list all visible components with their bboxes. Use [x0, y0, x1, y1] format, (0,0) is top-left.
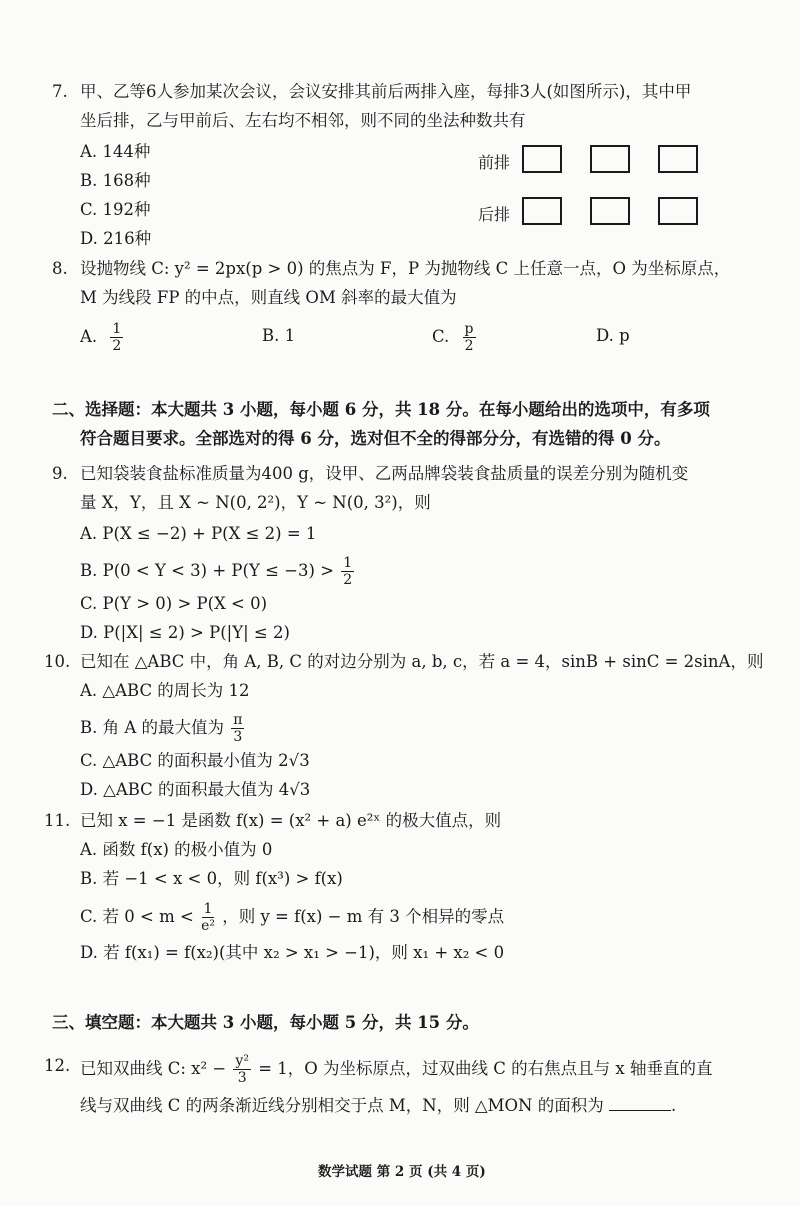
q9-option-b-numerator: 1 [343, 555, 353, 571]
q10-number: 10. [44, 652, 71, 671]
q12-denominator: 3 [237, 1070, 247, 1086]
q8-option-c-label: C. [432, 327, 450, 346]
q9-option-b-fraction [341, 556, 354, 587]
q9-stem-line1: 已知袋装食盐标准质量为400 g，设甲、乙两品牌袋装食盐质量的误差分别为随机变 [80, 464, 689, 483]
q7-number: 7. [52, 82, 68, 101]
q7-option-b: B. 168种 [80, 171, 151, 190]
q11-option-c-post: ，则 y = f(x) − m 有 3 个相异的零点 [222, 907, 505, 926]
q8-option-a-label: A. [80, 327, 98, 346]
q7-stem-line2: 坐后排，乙与甲前后、左右均不相邻，则不同的坐法种数共有 [80, 111, 526, 130]
q12-answer-blank[interactable] [609, 1092, 671, 1111]
q10-option-b-numerator: π [233, 712, 243, 728]
front-seat-1 [522, 145, 562, 173]
q9-option-a: A. P(X ≤ −2) + P(X ≤ 2) = 1 [80, 524, 317, 543]
q8-option-c-fraction [463, 322, 476, 353]
q10-option-b-fraction [231, 713, 244, 744]
q8-option-c [432, 322, 478, 353]
q8-stem-line2: M 为线段 FP 的中点，则直线 OM 斜率的最大值为 [80, 288, 457, 307]
q8-option-c-denominator: 2 [464, 338, 474, 354]
section3-heading: 三、填空题：本大题共 3 小题，每小题 5 分，共 15 分。 [52, 1013, 479, 1032]
q11-option-c-numerator: 1 [203, 901, 213, 917]
q12-numerator: y² [235, 1053, 249, 1069]
q9-option-b-denominator: 2 [343, 572, 353, 588]
q8-stem-line1: 设抛物线 C: y² = 2px(p > 0) 的焦点为 F，P 为抛物线 C 上任意一点，O 为坐标原点， [80, 259, 731, 278]
q11-option-c [80, 902, 504, 933]
q8-option-b: B. 1 [262, 326, 296, 345]
q12-stem-end: . [670, 1096, 677, 1115]
q8-option-a-numerator: 1 [112, 321, 122, 337]
section2-heading-line2: 符合题目要求。全部选对的得 6 分，选对但不全的得部分分，有选错的得 0 分。 [80, 429, 671, 448]
front-seat-2 [590, 145, 630, 173]
q12-stem-line2 [80, 1092, 676, 1118]
q9-option-b-text: B. P(0 < Y < 3) + P(Y ≤ −3) > [80, 561, 335, 580]
q7-stem-line1: 甲、乙等6人参加某次会议，会议安排其前后两排入座，每排3人(如图所示)，其中甲 [80, 82, 692, 101]
q10-option-b-text: B. 角 A 的最大值为 [80, 718, 225, 737]
q10-option-a: A. △ABC 的周长为 12 [80, 681, 250, 700]
q7-option-d: D. 216种 [80, 229, 152, 248]
q11-stem: 已知 x = −1 是函数 f(x) = (x² + a) e²ˣ 的极大值点，则 [80, 811, 502, 830]
q12-stem-pre: 已知双曲线 C: x² − [80, 1059, 227, 1078]
q12-stem-line2-text: 线与双曲线 C 的两条渐近线分别相交于点 M，N，则 △MON 的面积为 [80, 1096, 604, 1115]
q10-stem: 已知在 △ABC 中，角 A, B, C 的对边分别为 a, b, c，若 a = 4，sinB + sinC = 2sinA，则 [80, 652, 764, 671]
q8-number: 8. [52, 259, 68, 278]
q10-option-c: C. △ABC 的面积最小值为 2√3 [80, 751, 310, 770]
q7-option-a: A. 144种 [80, 142, 151, 161]
q11-number: 11. [44, 811, 71, 830]
front-row-label: 前排 [478, 153, 511, 172]
back-row-label: 后排 [478, 205, 511, 224]
q10-option-d: D. △ABC 的面积最大值为 4√3 [80, 780, 311, 799]
q8-option-a-denominator: 2 [112, 338, 122, 354]
q9-stem-line2: 量 X，Y，且 X ~ N(0, 2²)，Y ~ N(0, 3²)，则 [80, 493, 431, 512]
back-seat-1 [522, 197, 562, 225]
q11-option-d: D. 若 f(x₁) = f(x₂)(其中 x₂ > x₁ > −1)，则 x₁ + x₂ < 0 [80, 943, 505, 962]
q12-fraction [233, 1054, 251, 1085]
front-seat-3 [658, 145, 698, 173]
back-seat-3 [658, 197, 698, 225]
q11-option-c-fraction [201, 902, 215, 933]
q11-option-a: A. 函数 f(x) 的极小值为 0 [80, 840, 273, 859]
q9-option-b [80, 556, 356, 587]
page-footer: 数学试题 第 2 页 (共 4 页) [318, 1164, 486, 1180]
q8-option-a-fraction [110, 322, 123, 353]
q11-option-c-pre: C. 若 0 < m < [80, 907, 194, 926]
q9-number: 9. [52, 464, 68, 483]
q12-stem-line1 [80, 1054, 712, 1085]
q10-option-b-denominator: 3 [233, 729, 243, 745]
q8-option-c-numerator: p [464, 321, 474, 337]
q9-option-c: C. P(Y > 0) > P(X < 0) [80, 594, 268, 613]
q12-number: 12. [44, 1056, 71, 1075]
q8-option-a [80, 322, 125, 353]
q9-option-d: D. P(|X| ≤ 2) > P(|Y| ≤ 2) [80, 623, 290, 642]
q12-stem-post: = 1，O 为坐标原点，过双曲线 C 的右焦点且与 x 轴垂直的直 [258, 1059, 713, 1078]
q10-option-b [80, 713, 246, 744]
section2-heading-line1: 二、选择题：本大题共 3 小题，每小题 6 分，共 18 分。在每小题给出的选项中，有多项 [52, 400, 710, 419]
q11-option-b: B. 若 −1 < x < 0，则 f(x³) > f(x) [80, 869, 343, 888]
q11-option-c-denominator: e² [201, 918, 215, 934]
back-seat-2 [590, 197, 630, 225]
q7-option-c: C. 192种 [80, 200, 151, 219]
q8-option-d: D. p [596, 326, 630, 345]
